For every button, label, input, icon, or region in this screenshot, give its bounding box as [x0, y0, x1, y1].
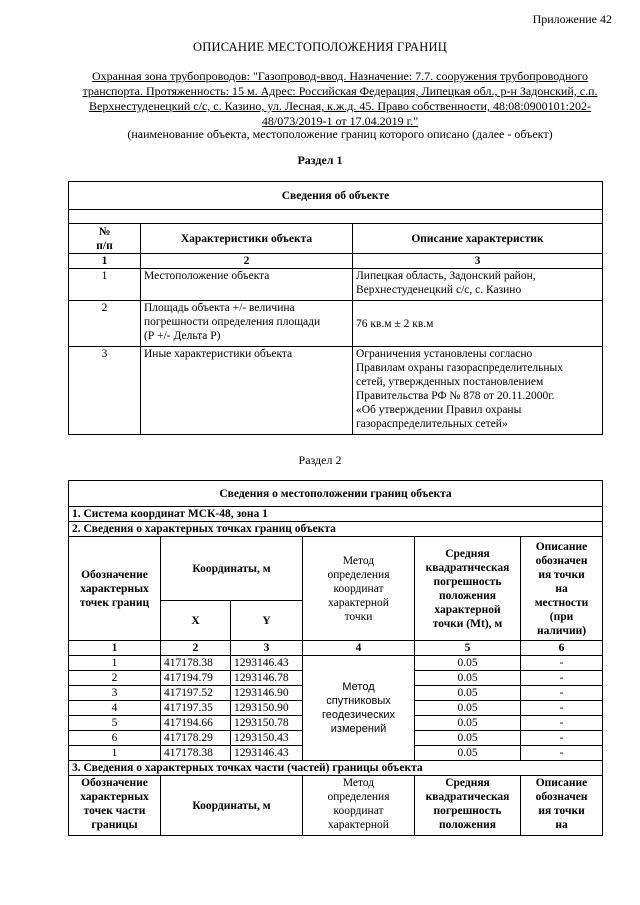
col-header-designation: Обозначение характерных точек границ [69, 537, 161, 641]
point-description: - [521, 671, 603, 686]
row-number: 2 [69, 301, 141, 347]
point-y: 1293146.43 [231, 656, 303, 671]
col-number: 4 [303, 641, 415, 656]
col-header-x: X [161, 601, 231, 641]
col-number: 5 [415, 641, 521, 656]
row-characteristic: Иные характеристики объекта [141, 347, 353, 435]
point-description: - [521, 746, 603, 761]
point-x: 417178.38 [161, 746, 231, 761]
col-header-characteristic: Характеристики объекта [141, 224, 353, 254]
row-number: 3 [69, 347, 141, 435]
row-characteristic: Площадь объекта +/- величина погрешности определения площади (Р +/- Дельта Р) [141, 301, 353, 347]
point-x: 417194.66 [161, 716, 231, 731]
coord-system: 1. Система координат МСК-48, зона 1 [69, 507, 603, 522]
boundary-points-table [68, 480, 603, 836]
col-header-designation: Обозначение характерных точек части границы [69, 776, 161, 836]
point-method: Метод спутниковых геодезических измерений [303, 656, 415, 761]
row-description: 76 кв.м ± 2 кв.м [353, 301, 603, 347]
row-number: 1 [69, 269, 141, 301]
col-header-y: Y [231, 601, 303, 641]
object-line: Верхнестуденецкий с/с, с. Казино, ул. Лесная, к.ж.д. 45. Право собственности, 48:08:0900101:202- [89, 99, 591, 113]
col-header-coords: Координаты, м [161, 776, 303, 836]
col-header-coords: Координаты, м [161, 537, 303, 601]
col-header-point-description: Описание обозначен ия точки на [521, 776, 603, 836]
table-row [69, 347, 603, 435]
point-x: 417194.79 [161, 671, 231, 686]
row-description: Ограничения установлены согласно Правилам охраны газораспределительных сетей, утвержденных постановлением Правительства РФ № 878 от 20.11.2000г. «Об утверждении Правил охраны газораспределительных сетей» [353, 347, 603, 435]
point-accuracy: 0.05 [415, 701, 521, 716]
section1-heading: Раздел 1 [297, 153, 343, 167]
document-title: ОПИСАНИЕ МЕСТОПОЛОЖЕНИЯ ГРАНИЦ [193, 40, 447, 54]
object-line: Охранная зона трубопроводов: "Газопровод-ввод. Назначение: 7.7. сооружения трубопроводного [91, 69, 589, 83]
col-header-number: № п/п [69, 224, 141, 254]
point-y: 1293146.43 [231, 746, 303, 761]
point-number: 4 [69, 701, 161, 716]
point-description: - [521, 701, 603, 716]
appendix-label: Приложение 42 [532, 12, 612, 26]
point-x: 417178.29 [161, 731, 231, 746]
point-description: - [521, 656, 603, 671]
col-number: 2 [141, 254, 353, 269]
col-number: 6 [521, 641, 603, 656]
point-accuracy: 0.05 [415, 686, 521, 701]
col-header-method: Метод определения координат характерной [303, 776, 415, 836]
point-y: 1293150.43 [231, 731, 303, 746]
point-number: 6 [69, 731, 161, 746]
col-number: 2 [161, 641, 231, 656]
points-section-title: 2. Сведения о характерных точках границ объекта [69, 522, 603, 537]
table-row [69, 301, 603, 347]
point-accuracy: 0.05 [415, 656, 521, 671]
col-header-accuracy: Средняя квадратическая погрешность положения [415, 776, 521, 836]
col-number: 3 [353, 254, 603, 269]
parts-section-title: 3. Сведения о характерных точках части (частей) границы объекта [69, 761, 603, 776]
point-accuracy: 0.05 [415, 731, 521, 746]
col-header-description: Описание характеристик [353, 224, 603, 254]
col-number: 3 [231, 641, 303, 656]
point-description: - [521, 716, 603, 731]
point-accuracy: 0.05 [415, 671, 521, 686]
point-number: 5 [69, 716, 161, 731]
point-number: 3 [69, 686, 161, 701]
point-number: 1 [69, 746, 161, 761]
point-number: 2 [69, 671, 161, 686]
point-y: 1293150.78 [231, 716, 303, 731]
point-number: 1 [69, 656, 161, 671]
point-x: 417197.52 [161, 686, 231, 701]
point-x: 417197.35 [161, 701, 231, 716]
col-header-method: Метод определения координат характерной точки [303, 537, 415, 641]
point-y: 1293146.78 [231, 671, 303, 686]
spacer-row [69, 210, 603, 224]
point-y: 1293150.90 [231, 701, 303, 716]
point-description: - [521, 731, 603, 746]
point-accuracy: 0.05 [415, 716, 521, 731]
table-row [69, 656, 603, 671]
point-y: 1293146.90 [231, 686, 303, 701]
section2-heading: Раздел 2 [298, 453, 342, 467]
object-line: транспорта. Протяженность: 15 м. Адрес: Российская Федерация, Липецкая обл., р-н Задонский, с.п. [82, 84, 598, 98]
object-line: 48/073/2019-1 от 17.04.2019 г." [261, 114, 419, 128]
object-info-table [68, 181, 603, 435]
col-header-accuracy: Средняя квадратическая погрешность положения характерной точки (Mt), м [415, 537, 521, 641]
row-description: Липецкая область, Задонский район, Верхнестуденецкий с/с, с. Казино [353, 269, 603, 301]
col-number: 1 [69, 254, 141, 269]
point-x: 417178.38 [161, 656, 231, 671]
object-note: (наименование объекта, местоположение границ которого описано (далее - объект) [127, 127, 553, 141]
table-title: Сведения об объекте [69, 182, 603, 210]
point-accuracy: 0.05 [415, 746, 521, 761]
point-description: - [521, 686, 603, 701]
col-header-point-description: Описание обозначен ия точки на местности (при наличии) [521, 537, 603, 641]
table-row [69, 269, 603, 301]
col-number: 1 [69, 641, 161, 656]
table-title: Сведения о местоположении границ объекта [69, 481, 603, 507]
row-characteristic: Местоположение объекта [141, 269, 353, 301]
object-description [72, 69, 608, 129]
